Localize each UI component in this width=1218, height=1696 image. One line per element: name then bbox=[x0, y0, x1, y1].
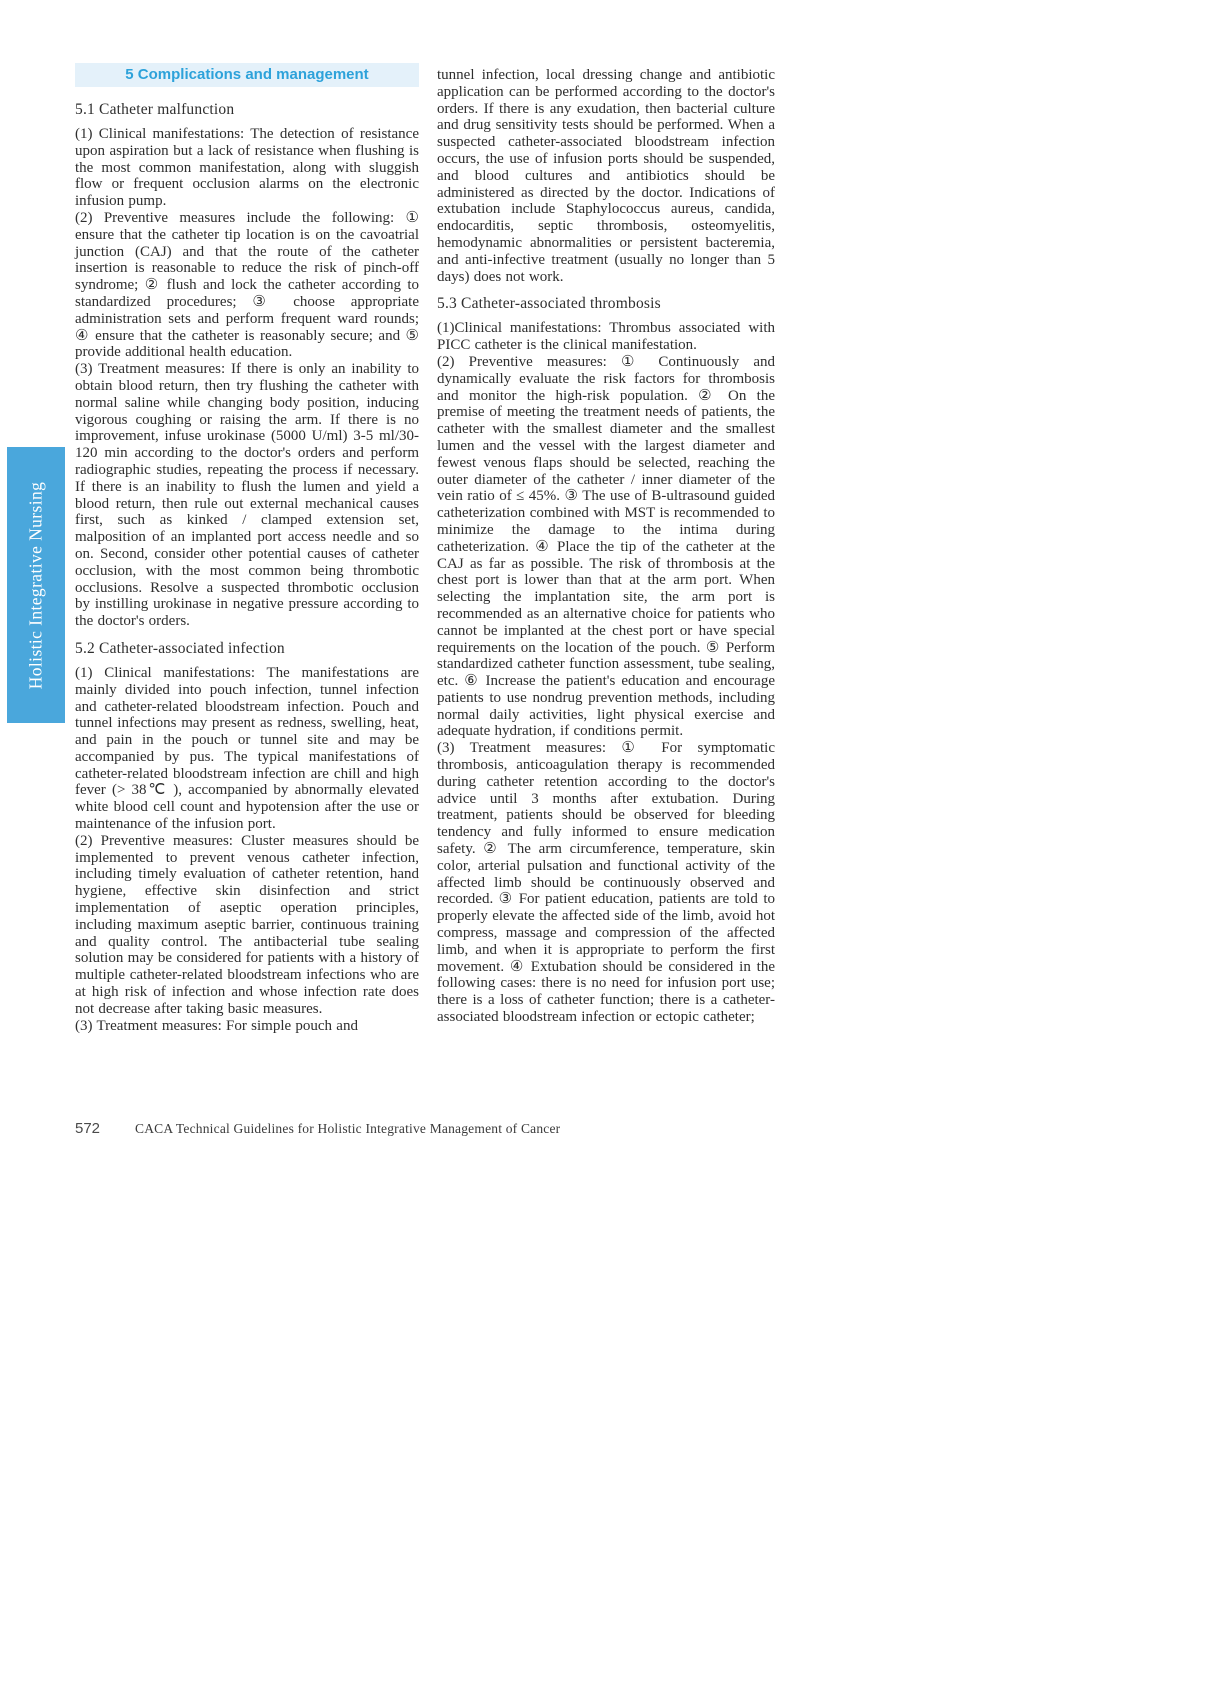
section-heading-5-1: 5.1 Catheter malfunction bbox=[75, 101, 235, 118]
chapter-side-tab-label: Holistic Integrative Nursing bbox=[25, 481, 46, 689]
page-number: 572 bbox=[75, 1120, 101, 1137]
paragraph-5-3-preventive: (2) Preventive measures: ① Continuously and dynamically evaluate the risk factors for thrombosis and monitor the high-risk population. ② On the premise of meeting the treatment needs of patients, the catheter with the smallest diameter and the smallest lumen and the vessel with the largest diameter and fewest venous flaps should be selected, reaching the outer diameter of the catheter / inner diameter of the vein ratio of ≤ 45%. ③ The use of B-ultrasound guided catheterization combined with MST is recommended to minimize the damage to the intima during catheterization. ④ Place the tip of the catheter at the CAJ as far as possible. The risk of thrombosis at the chest port is lower than that at the arm port. When selecting the implantation site, the arm port is recommended as an alternative choice for patients who cannot be implanted at the chest port or have special requirements on the location of the pouch. ⑤ Perform standardized catheter function assessment, tube sealing, etc. ⑥ Increase the patient's education and encourage patients to use nondrug prevention methods, including normal daily activities, light physical exercise and adequate hydration, if conditions permit. bbox=[437, 353, 775, 740]
page-footer bbox=[75, 1120, 560, 1137]
paragraph-5-2-preventive: (2) Preventive measures: Cluster measures should be implemented to prevent venous catheter infection, including timely evaluation of catheter retention, hand hygiene, effective skin disinfection and strict implementation of aseptic operation principles, including maximum aseptic barrier, continuous training and quality control. The antibacterial tube sealing solution may be considered for patients with a history of multiple catheter-related bloodstream infections who are at high risk of infection and whose infection rate does not decrease after taking basic measures. bbox=[75, 832, 419, 1017]
paragraph-5-1-clinical: (1) Clinical manifestations: The detection of resistance upon aspiration but a lack of resistance when flushing is the most common manifestation, along with sluggish flow or frequent occlusion alarms on the electronic infusion pump. bbox=[75, 126, 419, 210]
paragraph-5-1-preventive: (2) Preventive measures include the following: ① ensure that the catheter tip location is on the cavoatrial junction (CAJ) and that the route of the catheter insertion is reasonable to reduce the risk of pinch-off syndrome; ② flush and lock the catheter according to standardized procedures; ③ choose appropriate administration sets and perform frequent ward rounds; ④ ensure that the catheter is reasonably secure; and ⑤ provide additional health education. bbox=[75, 209, 419, 361]
paragraph-5-3-treatment: (3) Treatment measures: ① For symptomatic thrombosis, anticoagulation therapy is recommended during catheter retention according to the doctor's advice until 3 months after extubation. During treatment, patients should be observed for bleeding tendency and fully informed to ensure medication safety. ② The arm circumference, temperature, skin color, arterial pulsation and functional activity of the affected limb should be continuously observed and recorded. ③ For patient education, patients are told to properly elevate the affected side of the limb, avoid hot compress, massage and compression of the affected limb, and when it is appropriate to perform the first movement. ④ Extubation should be considered in the following cases: there is no need for infusion port use; there is a loss of catheter function; there is a catheter-associated bloodstream infection or ectopic catheter; bbox=[437, 740, 775, 1026]
section-banner-title: 5 Complications and management bbox=[125, 66, 369, 83]
footer-book-title: CACA Technical Guidelines for Holistic Integrative Management of Cancer bbox=[135, 1121, 561, 1136]
section-heading-5-2: 5.2 Catheter-associated infection bbox=[75, 639, 285, 657]
section-heading-5-3: 5.3 Catheter-associated thrombosis bbox=[437, 295, 661, 313]
left-column bbox=[75, 63, 419, 1034]
chapter-side-tab bbox=[7, 447, 65, 723]
paragraph-5-2-treatment-start: (3) Treatment measures: For simple pouch and bbox=[75, 1017, 358, 1034]
section-banner bbox=[75, 63, 419, 87]
paragraph-5-1-treatment: (3) Treatment measures: If there is only an inability to obtain blood return, then try flushing the catheter with normal saline while changing body position, inducing vigorous coughing or raising the arm. If there is no improvement, infuse urokinase (5000 U/ml) 3-5 ml/30-120 min according to the doctor's orders and perform radiographic studies, repeating the process if necessary. If there is an inability to flush the lumen and yield a blood return, then rule out external mechanical causes first, such as kinked / clamped extension set, malposition of an implanted port access needle and so on. Second, consider other potential causes of catheter occlusion, with the most common being thrombotic occlusions. Resolve a suspected thrombotic occlusion by instilling urokinase in negative pressure according to the doctor's orders. bbox=[75, 361, 419, 630]
paragraph-5-2-treatment-continued: tunnel infection, local dressing change and antibiotic application can be performed according to the doctor's orders. If there is any exudation, then bacterial culture and drug sensitivity tests should be performed. When a suspected catheter-associated bloodstream infection occurs, the use of infusion ports should be suspended, and blood cultures and antibiotics should be administered as directed by the doctor. Indications of extubation include Staphylococcus aureus, candida, endocarditis, septic thrombosis, osteomyelitis, hemodynamic abnormalities or persistent bacteremia, and anti-infective treatment (usually no longer than 5 days) does not work. bbox=[437, 67, 775, 285]
paragraph-5-2-clinical: (1) Clinical manifestations: The manifestations are mainly divided into pouch infection, tunnel infection and catheter-related bloodstream infection. Pouch and tunnel infections may present as redness, swelling, heat, and pain in the pouch or tunnel site and may be accompanied by pus. The typical manifestations of catheter-related bloodstream infection are chill and high fever (> 38℃ ), accompanied by abnormally elevated white blood cell count and hypotension after the use or maintenance of the infusion port. bbox=[75, 664, 419, 833]
paragraph-5-3-clinical: (1)Clinical manifestations: Thrombus associated with PICC catheter is the clinical manifestation. bbox=[437, 320, 775, 354]
right-column bbox=[437, 67, 775, 1026]
